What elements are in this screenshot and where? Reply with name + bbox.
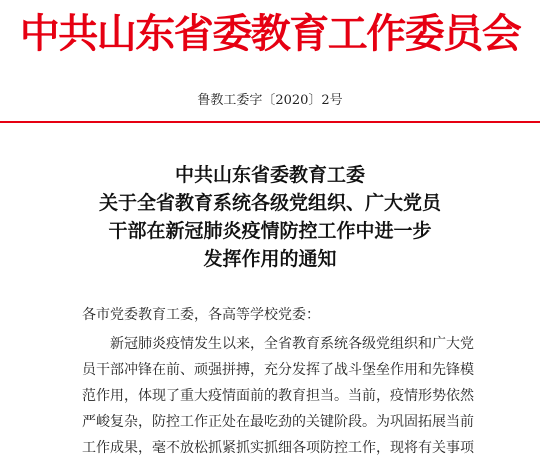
title-line: 关于全省教育系统各级党组织、广大党员 <box>98 192 441 214</box>
body-line: 员干部冲锋在前、顽强拼搏，充分发挥了战斗堡垒作用和先锋模 <box>82 362 474 378</box>
title-line: 发挥作用的通知 <box>203 248 337 270</box>
issuer-header: 中共山东省委教育工作委员会 <box>19 11 521 57</box>
body-paragraph <box>82 331 502 461</box>
body-line: 范作用，体现了重大疫情面前的教育担当。当前，疫情形势依然 <box>82 388 474 404</box>
body-line: 严峻复杂，防控工作正处在最吃劲的关键阶段。为巩固拓展当前 <box>82 414 474 430</box>
salutation: 各市党委教育工委，各高等学校党委： <box>82 307 320 323</box>
body-line: 工作成果，毫不放松抓紧抓实抓细各项防控工作，现将有关事项 <box>82 440 474 456</box>
document-title <box>0 161 540 273</box>
document-number: 鲁教工委字〔2020〕2号 <box>197 93 343 108</box>
red-divider-line <box>0 121 540 123</box>
body-line: 新冠肺炎疫情发生以来，全省教育系统各级党组织和广大党 <box>110 336 474 352</box>
title-line: 干部在新冠肺炎疫情防控工作中进一步 <box>108 220 432 242</box>
title-line: 中共山东省委教育工委 <box>174 164 365 186</box>
